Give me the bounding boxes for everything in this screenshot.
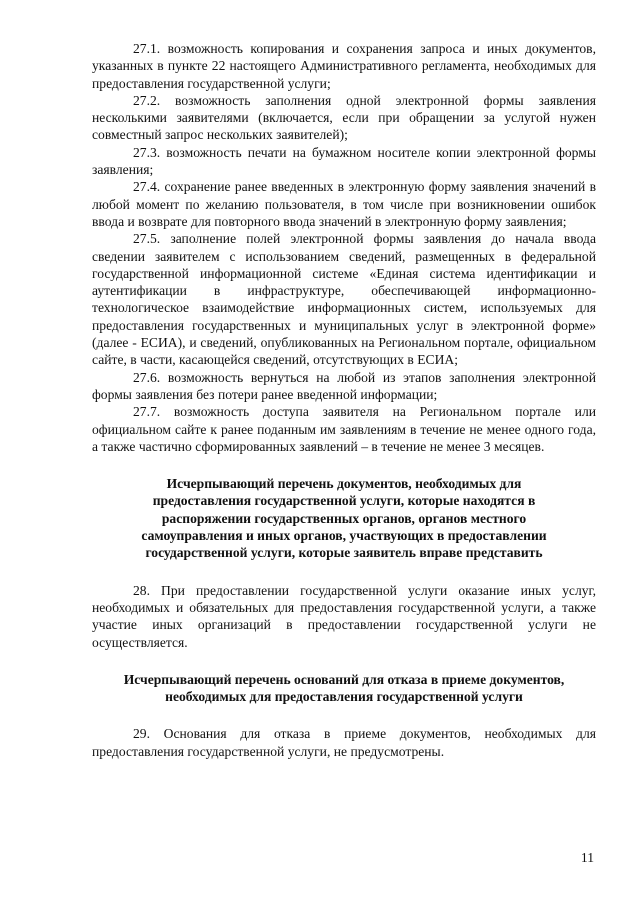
section-heading-refusal-grounds: Исчерпывающий перечень оснований для отказа в приеме документов, необходимых для предоставления государственной услуги	[123, 671, 565, 705]
item-27-1: 27.1. возможность копирования и сохранения запроса и иных документов, указанных в пункте 22 настоящего Административного регламента, необходимых для предоставления государственной услуги;	[92, 41, 596, 91]
spacer	[92, 705, 596, 725]
item-27-5: 27.5. заполнение полей электронной формы заявления до начала ввода сведении заявителем с использованием сведений, размещенных в федеральной государственной информационной системе «Единая система идентификации и аутентификации в инфраструктуре, обеспечивающей информационно-технологическое взаимодействие информационных систем, используемых для предоставления государственных и муниципальных услуг в электронной форме» (далее - ЕСИА), и сведений, опубликованных на Региональном портале, официальном сайте, в части, касающейся сведений, отсутствующих в ЕСИА;	[92, 231, 596, 368]
item-27-3: 27.3. возможность печати на бумажном носителе копии электронной формы заявления;	[92, 144, 596, 178]
document-page	[92, 40, 596, 760]
spacer	[92, 455, 596, 475]
paragraph-29: 29. Основания для отказа в приеме документов, необходимых для предоставления государственной услуги, не предусмотрены.	[92, 726, 596, 759]
item-27-2: 27.2. возможность заполнения одной электронной формы заявления несколькими заявителями (включается, если при обращении за услугой нужен совместный запрос нескольких заявителей);	[92, 92, 596, 143]
item-27-7: 27.7. возможность доступа заявителя на Региональном портале или официальном сайте к ранее поданным им заявлениям в течение не менее одного года, а также частично сформированных заявлений – в течение не менее 3 месяцев.	[92, 404, 596, 454]
spacer	[92, 562, 596, 582]
spacer	[92, 651, 596, 671]
item-27-6: 27.6. возможность вернуться на любой из этапов заполнения электронной формы заявления без потери ранее введенной информации;	[92, 369, 596, 402]
page-number: 11	[580, 850, 594, 865]
item-27-4: 27.4. сохранение ранее введенных в электронную форму заявления значений в любой момент по желанию пользователя, в том числе при возникновении ошибок ввода и возврате для повторного ввода значений в электронную форму заявления;	[92, 179, 596, 229]
section-heading-documents: Исчерпывающий перечень документов, необходимых для предоставления государственной услуги, которые находятся в распоряжении государственных органов, органов местного самоуправления и иных органов, участвующих в предоставлении государственной услуги, которые заявитель вправе представить	[141, 476, 547, 561]
paragraph-28: 28. При предоставлении государственной услуги оказание иных услуг, необходимых и обязательных для предоставления государственной услуги, а также участие иных организаций в предоставлении государственной услуги не осуществляется.	[92, 582, 596, 650]
